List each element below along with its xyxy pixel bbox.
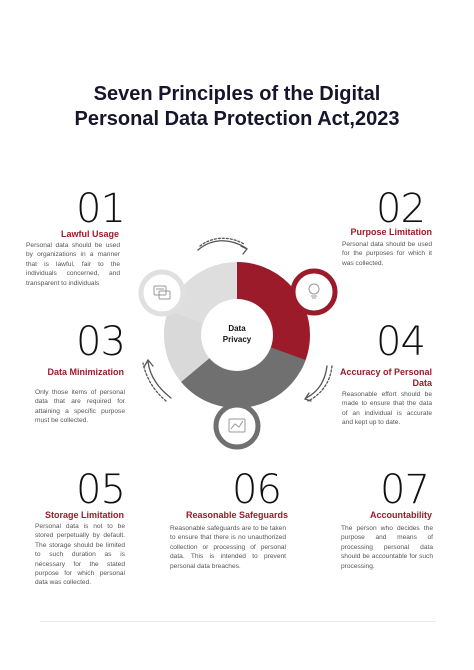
- principle-02-body: Personal data should be used for the purposes for which it was collected.: [342, 241, 432, 267]
- principle-06-body: Reasonable safeguards are to be taken to ensure that there is no unauthorized collection or processing of personal data. This is intended to prevent personal data breaches.: [170, 525, 286, 570]
- center-label-line-2: Privacy: [222, 335, 252, 344]
- principle-01-number: 01: [76, 186, 125, 232]
- principle-01-heading: Lawful Usage: [60, 229, 119, 239]
- footer-divider: [40, 621, 436, 622]
- title-line-1: Seven Principles of the Digital: [93, 83, 381, 105]
- principle-01-body: Personal data should be used by organizations in a manner that is lawful, fair to the individuals concerned, and transparent to individuals: [26, 242, 120, 287]
- principle-07-number: 07: [380, 467, 429, 513]
- principle-05-heading: Storage Limitation: [44, 510, 124, 520]
- principle-02-number: 02: [376, 186, 425, 232]
- principle-02-heading: Purpose Limitation: [350, 227, 432, 237]
- refresh-arrow-icon: [198, 238, 247, 254]
- principle-07-heading: Accountability: [369, 510, 432, 520]
- lightbulb-node: [293, 271, 335, 313]
- principle-04-body: Reasonable effort should be made to ensure that the data of an individual is accurate and kept up to date.: [342, 391, 432, 427]
- principle-03-body: Only those items of personal data that are required for attaining a specific purpose must be collected.: [35, 389, 125, 425]
- principle-04-number: 04: [376, 319, 425, 365]
- principle-04-heading: Accuracy of Personal Data: [339, 367, 432, 388]
- refresh-arrow-left-icon: [143, 360, 171, 401]
- principle-07-body: The person who decides the purpose and means of processing personal data should be accountable for such processing.: [341, 525, 433, 570]
- principle-03-heading: Data Minimization: [47, 367, 124, 377]
- principle-05-number: 05: [76, 467, 125, 513]
- title-line-2: Personal Data Protection Act,2023: [74, 108, 400, 130]
- chat-node: [141, 272, 183, 314]
- principle-03-number: 03: [76, 319, 125, 365]
- principle-05-body: Personal data is not to be stored perpetually by default. The storage should be limited to such duration as is necessary for the stated purpose for which personal data was collected.: [35, 523, 125, 587]
- principle-06-heading: Reasonable Safeguards: [185, 510, 288, 520]
- center-label-line-1: Data: [228, 324, 246, 333]
- principle-06-number: 06: [232, 467, 281, 513]
